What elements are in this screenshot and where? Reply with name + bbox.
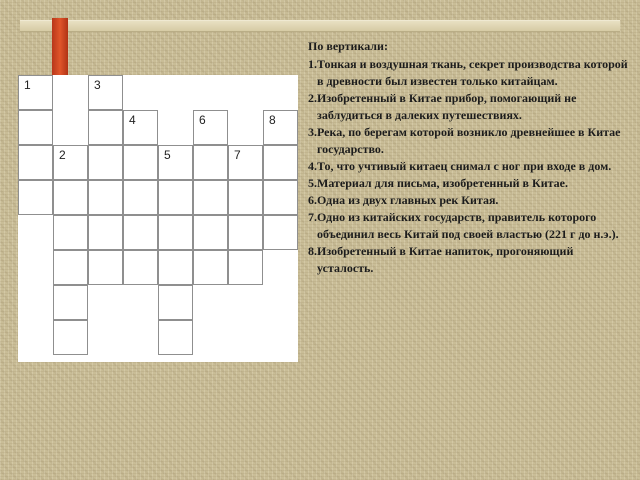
crossword-cell[interactable]	[193, 145, 228, 180]
clue-item-number: 4.	[308, 159, 317, 173]
clue-number-5: 5	[164, 148, 171, 162]
clue-item-text: Одно из китайских государств, правитель которого объединил весь Китай под своей властью (221 г до н.э.).	[317, 210, 619, 241]
crossword-cell[interactable]	[158, 320, 193, 355]
clue-item	[308, 124, 628, 158]
crossword-cell[interactable]	[88, 250, 123, 285]
clue-item-number: 3.	[308, 125, 317, 139]
crossword-cell[interactable]	[158, 180, 193, 215]
clue-item-number: 5.	[308, 176, 317, 190]
crossword-cell[interactable]	[158, 145, 193, 180]
clue-item	[308, 158, 628, 175]
clue-item-text: Тонкая и воздушная ткань, секрет производства которой в древности был известен только китайцам.	[317, 57, 628, 88]
crossword-cell[interactable]	[193, 180, 228, 215]
clue-item-number: 8.	[308, 244, 317, 258]
clue-item-number: 6.	[308, 193, 317, 207]
crossword-cell[interactable]	[88, 110, 123, 145]
clue-number-7: 7	[234, 148, 241, 162]
clue-item-text: То, что учтивый китаец снимал с ног при входе в дом.	[317, 159, 612, 173]
crossword-cell[interactable]	[193, 110, 228, 145]
crossword-cell[interactable]	[123, 215, 158, 250]
crossword-cell[interactable]	[158, 250, 193, 285]
crossword-cell[interactable]	[88, 145, 123, 180]
crossword-cell[interactable]	[53, 145, 88, 180]
decorative-red-stripe	[52, 18, 68, 80]
clue-number-8: 8	[269, 113, 276, 127]
crossword-cell[interactable]	[88, 180, 123, 215]
clue-item-number: 2.	[308, 91, 317, 105]
crossword-cell[interactable]	[53, 320, 88, 355]
crossword-cell[interactable]	[123, 180, 158, 215]
crossword-cell[interactable]	[158, 215, 193, 250]
crossword-cell[interactable]	[123, 110, 158, 145]
crossword-cell[interactable]	[228, 145, 263, 180]
clue-item-number: 7.	[308, 210, 317, 224]
crossword-cell[interactable]	[18, 75, 53, 110]
crossword-cell[interactable]	[228, 250, 263, 285]
clue-number-6: 6	[199, 113, 206, 127]
crossword-cell[interactable]	[88, 75, 123, 110]
clue-list	[308, 56, 628, 277]
crossword-cell[interactable]	[263, 110, 298, 145]
crossword-cell[interactable]	[88, 215, 123, 250]
crossword-cell[interactable]	[263, 145, 298, 180]
crossword-cell[interactable]	[263, 180, 298, 215]
crossword-cell[interactable]	[18, 110, 53, 145]
clue-item-text: Одна из двух главных рек Китая.	[317, 193, 499, 207]
clue-number-2: 2	[59, 148, 66, 162]
clue-item	[308, 175, 628, 192]
clue-item-text: Материал для письма, изобретенный в Китае.	[317, 176, 569, 190]
clue-item-number: 1.	[308, 57, 317, 71]
clues-heading: По вертикали:	[308, 39, 388, 53]
crossword-cell[interactable]	[123, 145, 158, 180]
clues-panel	[308, 38, 628, 277]
clue-item	[308, 56, 628, 90]
crossword-cell[interactable]	[228, 215, 263, 250]
crossword-grid	[18, 75, 298, 362]
clue-number-4: 4	[129, 113, 136, 127]
crossword-cell[interactable]	[193, 215, 228, 250]
crossword-cell[interactable]	[158, 285, 193, 320]
clue-item	[308, 209, 628, 243]
crossword-cell[interactable]	[53, 180, 88, 215]
crossword-cell[interactable]	[53, 215, 88, 250]
clue-item	[308, 243, 628, 277]
crossword-cell[interactable]	[123, 250, 158, 285]
clue-item	[308, 192, 628, 209]
crossword-cell[interactable]	[263, 215, 298, 250]
crossword-cell[interactable]	[53, 285, 88, 320]
crossword-cell[interactable]	[228, 180, 263, 215]
crossword-cell[interactable]	[18, 180, 53, 215]
clue-number-3: 3	[94, 78, 101, 92]
crossword-cell[interactable]	[53, 250, 88, 285]
clue-item-text: Река, по берегам которой возникло древнейшее в Китае государство.	[317, 125, 621, 156]
clue-number-1: 1	[24, 78, 31, 92]
crossword-cell[interactable]	[18, 145, 53, 180]
clue-item-text: Изобретенный в Китае прибор, помогающий не заблудиться в далеких путешествиях.	[317, 91, 577, 122]
decorative-top-stripe	[20, 20, 620, 32]
clue-item-text: Изобретенный в Китае напиток, прогоняющий усталость.	[317, 244, 574, 275]
clue-item	[308, 90, 628, 124]
crossword-cell[interactable]	[193, 250, 228, 285]
